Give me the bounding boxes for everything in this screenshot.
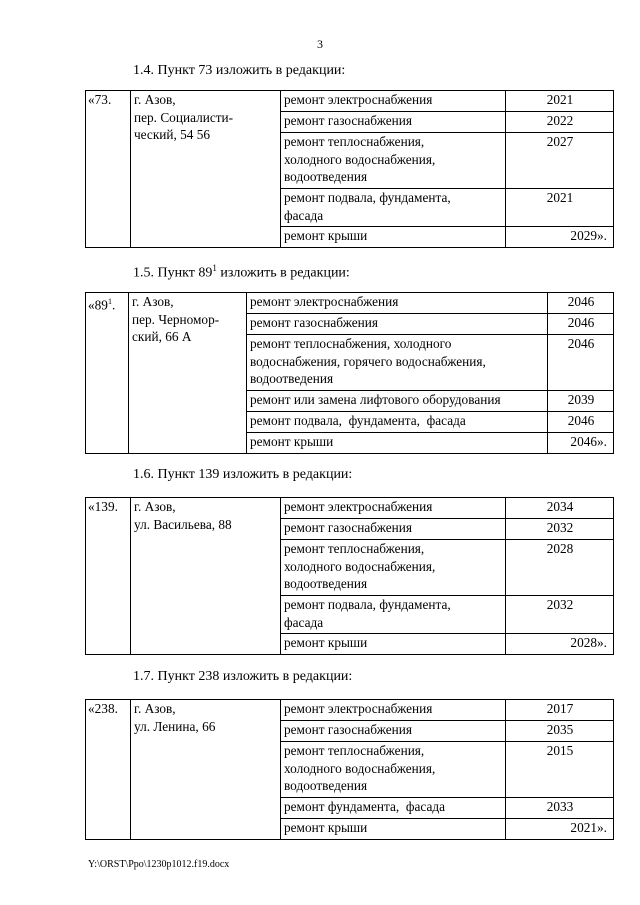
- address-cell: [129, 293, 247, 454]
- item-number: «73.: [86, 91, 131, 248]
- year-cell: 2027: [506, 133, 614, 189]
- heading-text: 1.6. Пункт 139: [133, 467, 220, 482]
- year-cell: 2032: [506, 596, 614, 634]
- item-number: «238.: [86, 700, 131, 840]
- heading-tail: изложить в редакции:: [212, 63, 346, 78]
- address-line: г. Азов,: [132, 294, 174, 309]
- work-cell: ремонт газоснабжения: [281, 519, 506, 540]
- work-cell: ремонт крыши: [281, 819, 506, 840]
- address-cell: [131, 700, 281, 840]
- work-cell: ремонт подвала, фундамента, фасада: [247, 412, 548, 433]
- item-number: «139.: [86, 498, 131, 655]
- heading-text: 1.5. Пункт 89: [133, 265, 213, 281]
- work-cell: ремонт фундамента, фасада: [281, 798, 506, 819]
- work-cell: ремонт газоснабжения: [281, 721, 506, 742]
- heading-text: 1.7. Пункт 238: [133, 669, 220, 684]
- heading-tail: изложить в редакции:: [219, 467, 353, 482]
- file-path-footer: Y:\ORST\Ppo\1230p1012.f19.docx: [88, 859, 230, 870]
- work-cell: ремонт электроснабжения: [247, 293, 548, 314]
- work-line: фасада: [284, 614, 324, 630]
- work-line: водоснабжения, горячего водоснабжения,: [250, 353, 486, 369]
- work-cell: ремонт электроснабжения: [281, 700, 506, 721]
- year-cell: 2035: [506, 721, 614, 742]
- address-line: г. Азов,: [134, 92, 176, 107]
- work-cell: ремонт электроснабжения: [281, 91, 506, 112]
- year-cell: 2046».: [548, 433, 614, 454]
- year-cell: 2021: [506, 189, 614, 227]
- section-heading: [133, 467, 352, 483]
- work-line: ремонт подвала, фундамента,: [284, 597, 451, 612]
- item-number-text: «89: [88, 297, 108, 313]
- year-cell: 2032: [506, 519, 614, 540]
- page-number: 3: [317, 37, 323, 51]
- year-cell: 2033: [506, 798, 614, 819]
- work-line: ремонт теплоснабжения, холодного: [250, 336, 452, 351]
- work-cell: [281, 133, 506, 189]
- address-cell: [131, 91, 281, 248]
- year-cell: 2034: [506, 498, 614, 519]
- address-cell: [131, 498, 281, 655]
- year-cell: 2046: [548, 314, 614, 335]
- work-line: холодного водоснабжения,: [284, 151, 436, 167]
- work-line: водоотведения: [284, 576, 368, 591]
- heading-tail: изложить в редакции:: [219, 669, 353, 684]
- section-table: [85, 90, 614, 248]
- item-number: [86, 293, 129, 454]
- year-cell: 2028».: [506, 634, 614, 655]
- year-cell: 2017: [506, 700, 614, 721]
- section-heading: [133, 263, 350, 282]
- work-line: ремонт теплоснабжения,: [284, 743, 425, 758]
- address-line: пер. Черномор-: [132, 311, 220, 327]
- heading-tail: изложить в редакции:: [216, 265, 350, 281]
- year-cell: 2015: [506, 742, 614, 798]
- work-line: ремонт теплоснабжения,: [284, 541, 425, 556]
- work-line: ремонт подвала, фундамента,: [284, 190, 451, 205]
- work-line: ремонт теплоснабжения,: [284, 134, 425, 149]
- section-table: [85, 699, 614, 840]
- year-cell: 2046: [548, 335, 614, 391]
- work-cell: ремонт или замена лифтового оборудования: [247, 391, 548, 412]
- section-table: [85, 292, 614, 454]
- address-line: г. Азов,: [134, 701, 176, 716]
- work-cell: ремонт газоснабжения: [281, 112, 506, 133]
- work-line: фасада: [284, 207, 324, 223]
- address-line: пер. Социалисти-: [134, 109, 234, 125]
- work-line: водоотведения: [284, 169, 368, 184]
- year-cell: 2021».: [506, 819, 614, 840]
- year-cell: 2046: [548, 412, 614, 433]
- year-cell: 2028: [506, 540, 614, 596]
- work-line: холодного водоснабжения,: [284, 558, 436, 574]
- work-cell: [281, 540, 506, 596]
- work-line: холодного водоснабжения,: [284, 760, 436, 776]
- work-cell: ремонт электроснабжения: [281, 498, 506, 519]
- work-cell: ремонт крыши: [281, 227, 506, 248]
- year-cell: 2021: [506, 91, 614, 112]
- item-number-tail: .: [111, 297, 116, 313]
- address-line: ул. Ленина, 66: [134, 718, 216, 734]
- year-cell: 2039: [548, 391, 614, 412]
- work-cell: [281, 596, 506, 634]
- work-line: водоотведения: [250, 371, 334, 386]
- work-cell: [281, 189, 506, 227]
- item-number-superscript: 1: [107, 297, 112, 306]
- year-cell: 2029».: [506, 227, 614, 248]
- address-line: ческий, 54 56: [134, 127, 211, 142]
- section-heading: [133, 63, 345, 79]
- section-table: [85, 497, 614, 655]
- address-line: г. Азов,: [134, 499, 176, 514]
- work-cell: ремонт крыши: [247, 433, 548, 454]
- work-line: водоотведения: [284, 778, 368, 793]
- address-line: ский, 66 А: [132, 329, 192, 344]
- work-cell: ремонт газоснабжения: [247, 314, 548, 335]
- work-cell: [247, 335, 548, 391]
- work-cell: ремонт крыши: [281, 634, 506, 655]
- year-cell: 2022: [506, 112, 614, 133]
- section-heading: [133, 669, 352, 685]
- address-line: ул. Васильева, 88: [134, 516, 232, 532]
- year-cell: 2046: [548, 293, 614, 314]
- heading-superscript: 1: [212, 263, 217, 273]
- work-cell: [281, 742, 506, 798]
- heading-text: 1.4. Пункт 73: [133, 63, 213, 78]
